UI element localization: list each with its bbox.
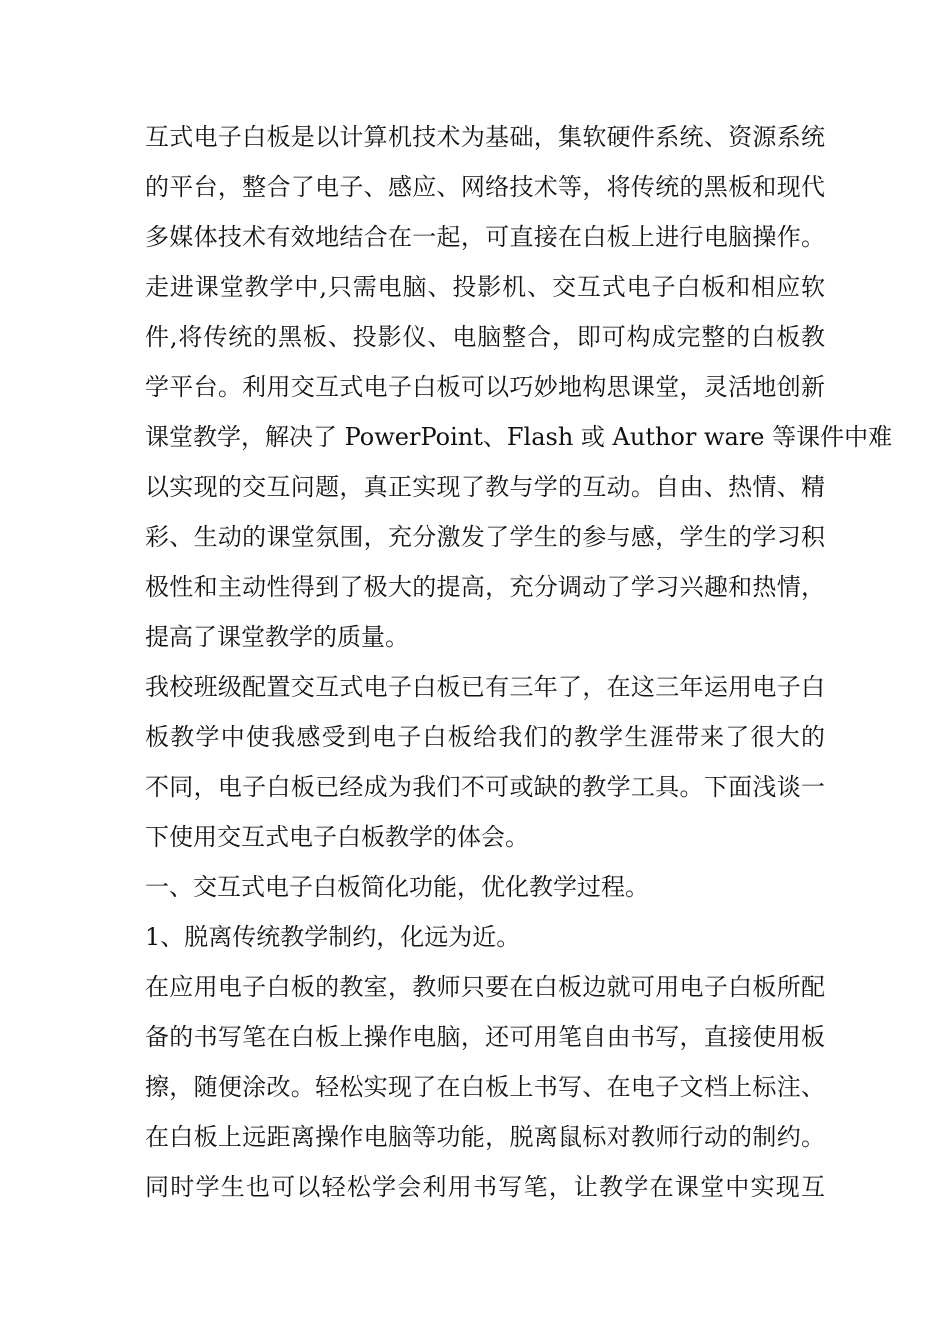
text-line: 擦，随便涂改。轻松实现了在白板上书写、在电子文档上标注、 xyxy=(145,1073,825,1101)
section-heading: 一、交互式电子白板简化功能，优化教学过程。 xyxy=(145,873,649,901)
text-line: 提高了课堂教学的质量。 xyxy=(145,623,409,651)
text-line: 以实现的交互问题，真正实现了教与学的互动。自由、热情、精 xyxy=(145,473,825,501)
text-line: 在应用电子白板的教室，教师只要在白板边就可用电子白板所配 xyxy=(145,973,825,1001)
text-line: 在白板上远距离操作电脑等功能，脱离鼠标对教师行动的制约。 xyxy=(145,1123,825,1151)
text-line: 互式电子白板是以计算机技术为基础，集软硬件系统、资源系统 xyxy=(145,123,825,151)
text-line: 备的书写笔在白板上操作电脑，还可用笔自由书写，直接使用板 xyxy=(145,1023,825,1051)
text-line: 学平台。利用交互式电子白板可以巧妙地构思课堂，灵活地创新 xyxy=(145,373,825,401)
text-line: 件,将传统的黑板、投影仪、电脑整合，即可构成完整的白板教 xyxy=(145,323,825,351)
text-line: 下使用交互式电子白板教学的体会。 xyxy=(145,823,529,851)
text-line: 不同，电子白板已经成为我们不可或缺的教学工具。下面浅谈一 xyxy=(145,773,825,801)
text-line: 彩、生动的课堂氛围，充分激发了学生的参与感，学生的学习积 xyxy=(145,523,825,551)
document-body xyxy=(145,112,893,1212)
text-line: 板教学中使我感受到电子白板给我们的教学生涯带来了很大的 xyxy=(145,723,825,751)
text-line: 走进课堂教学中,只需电脑、投影机、交互式电子白板和相应软 xyxy=(145,273,825,301)
text-line: 极性和主动性得到了极大的提高，充分调动了学习兴趣和热情， xyxy=(145,573,825,601)
text-line: 的平台，整合了电子、感应、网络技术等，将传统的黑板和现代 xyxy=(145,173,825,201)
subsection-heading: 1、脱离传统教学制约，化远为近。 xyxy=(145,923,521,951)
text-line: 我校班级配置交互式电子白板已有三年了，在这三年运用电子白 xyxy=(145,673,825,701)
text-line: 同时学生也可以轻松学会利用书写笔，让教学在课堂中实现互 xyxy=(145,1173,825,1201)
text-line: 课堂教学，解决了 PowerPoint、Flash 或 Author ware 等课件中难 xyxy=(145,423,893,451)
text-line: 多媒体技术有效地结合在一起，可直接在白板上进行电脑操作。 xyxy=(145,223,825,251)
